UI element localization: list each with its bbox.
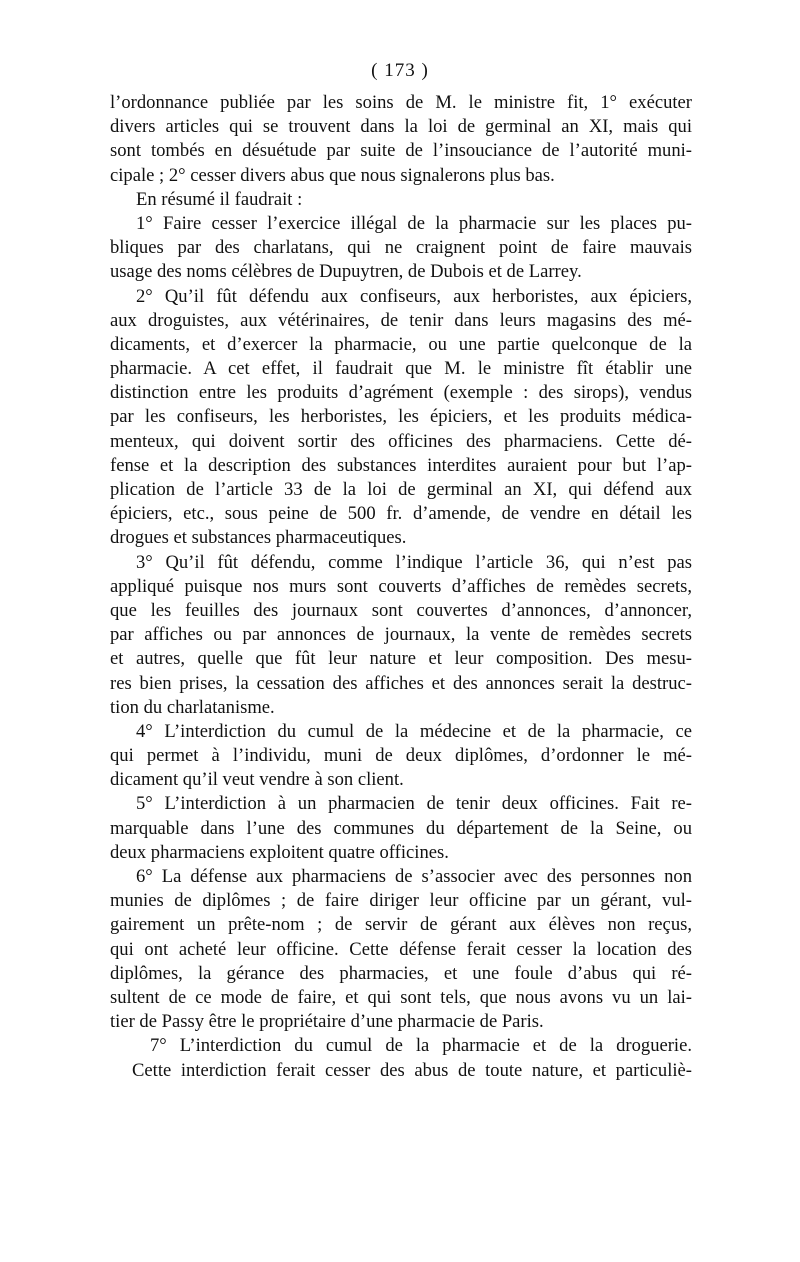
- text-line: 5° L’interdiction à un pharmacien de tenir deux officines. Fait re-: [136, 793, 692, 815]
- text-line: munies de diplômes ; de faire diriger leur officine par un gérant, vul-: [110, 890, 692, 912]
- text-line: 6° La défense aux pharmaciens de s’associer avec des personnes non: [136, 866, 692, 887]
- text-line: appliqué puisque nos murs sont couverts d’affiches de remèdes secrets,: [110, 575, 692, 597]
- text-line: 4° L’interdiction du cumul de la médecine et de la pharmacie, ce: [136, 720, 692, 742]
- body-text: [110, 91, 692, 1083]
- text-line: gairement un prête-nom ; de servir de gérant aux élèves non reçus,: [110, 914, 692, 936]
- text-line: l’ordonnance publiée par les soins de M. le ministre fit, 1° exécuter: [110, 92, 692, 113]
- text-line: épiciers, etc., sous peine de 500 fr. d’amende, de vendre en détail les: [110, 503, 692, 525]
- text-line: 7° L’interdiction du cumul de la pharmacie et de la droguerie.: [150, 1035, 692, 1057]
- text-line: aux droguistes, aux vétérinaires, de tenir dans leurs magasins des mé-: [110, 309, 692, 331]
- text-line: dicament qu’il veut vendre à son client.: [110, 769, 404, 791]
- text-line: res bien prises, la cessation des affiches et des annonces serait la destruc-: [110, 672, 692, 694]
- text-line: marquable dans l’une des communes du département de la Seine, ou: [110, 817, 692, 839]
- text-line: 1° Faire cesser l’exercice illégal de la pharmacie sur les places pu-: [136, 212, 692, 234]
- text-line: deux pharmaciens exploitent quatre officines.: [110, 841, 449, 863]
- text-line: fense et la description des substances interdites auraient pour but l’ap-: [110, 454, 692, 476]
- text-line: 3° Qu’il fût défendu, comme l’indique l’article 36, qui n’est pas: [136, 551, 692, 573]
- text-line: qui ont acheté leur officine. Cette défense ferait cesser la location des: [110, 938, 692, 960]
- text-line: 2° Qu’il fût défendu aux confiseurs, aux herboristes, aux épiciers,: [136, 285, 692, 307]
- text-line: plication de l’article 33 de la loi de germinal an XI, qui défend aux: [110, 479, 692, 500]
- text-line: menteux, qui doivent sortir des officines des pharmaciens. Cette dé-: [110, 430, 692, 452]
- text-line: bliques par des charlatans, qui ne craignent point de faire mauvais: [110, 237, 692, 259]
- text-line: qui permet à l’individu, muni de deux diplômes, d’ordonner le mé-: [110, 745, 692, 767]
- text-line: tion du charlatanisme.: [110, 696, 275, 718]
- text-line: tier de Passy être le propriétaire d’une pharmacie de Paris.: [110, 1011, 544, 1033]
- text-line: sont tombés en désuétude par suite de l’insouciance de l’autorité muni-: [110, 140, 692, 162]
- text-line: diplômes, la gérance des pharmacies, et une foule d’abus qui ré-: [110, 962, 692, 984]
- text-line: pharmacie. A cet effet, il faudrait que M. le ministre fît établir une: [110, 358, 692, 380]
- text-line: par affiches ou par annonces de journaux, la vente de remèdes secrets: [110, 624, 692, 646]
- text-line: et autres, quelle que fût leur nature et leur composition. Des mesu-: [110, 648, 692, 670]
- text-line: dicaments, et d’exercer la pharmacie, ou une partie quelconque de la: [110, 333, 692, 355]
- text-line: drogues et substances pharmaceutiques.: [110, 527, 407, 549]
- text-line: par les confiseurs, les herboristes, les épiciers, et les produits médica-: [110, 406, 692, 428]
- text-line: sultent de ce mode de faire, et qui sont tels, que nous avons vu un lai-: [110, 986, 692, 1008]
- text-line: usage des noms célèbres de Dupuytren, de Dubois et de Larrey.: [110, 261, 582, 283]
- text-line: que les feuilles des journaux sont couvertes d’annonces, d’annoncer,: [110, 599, 692, 621]
- text-line: En résumé il faudrait :: [136, 188, 303, 210]
- text-line: distinction entre les produits d’agrément (exemple : des sirops), vendus: [110, 382, 692, 404]
- text-line: Cette interdiction ferait cesser des abus de toute nature, et particuliè-: [132, 1059, 692, 1081]
- text-line: divers articles qui se trouvent dans la loi de germinal an XI, mais qui: [110, 116, 692, 138]
- text-line: cipale ; 2° cesser divers abus que nous signalerons plus bas.: [110, 164, 555, 186]
- page-number: ( 173 ): [371, 60, 429, 81]
